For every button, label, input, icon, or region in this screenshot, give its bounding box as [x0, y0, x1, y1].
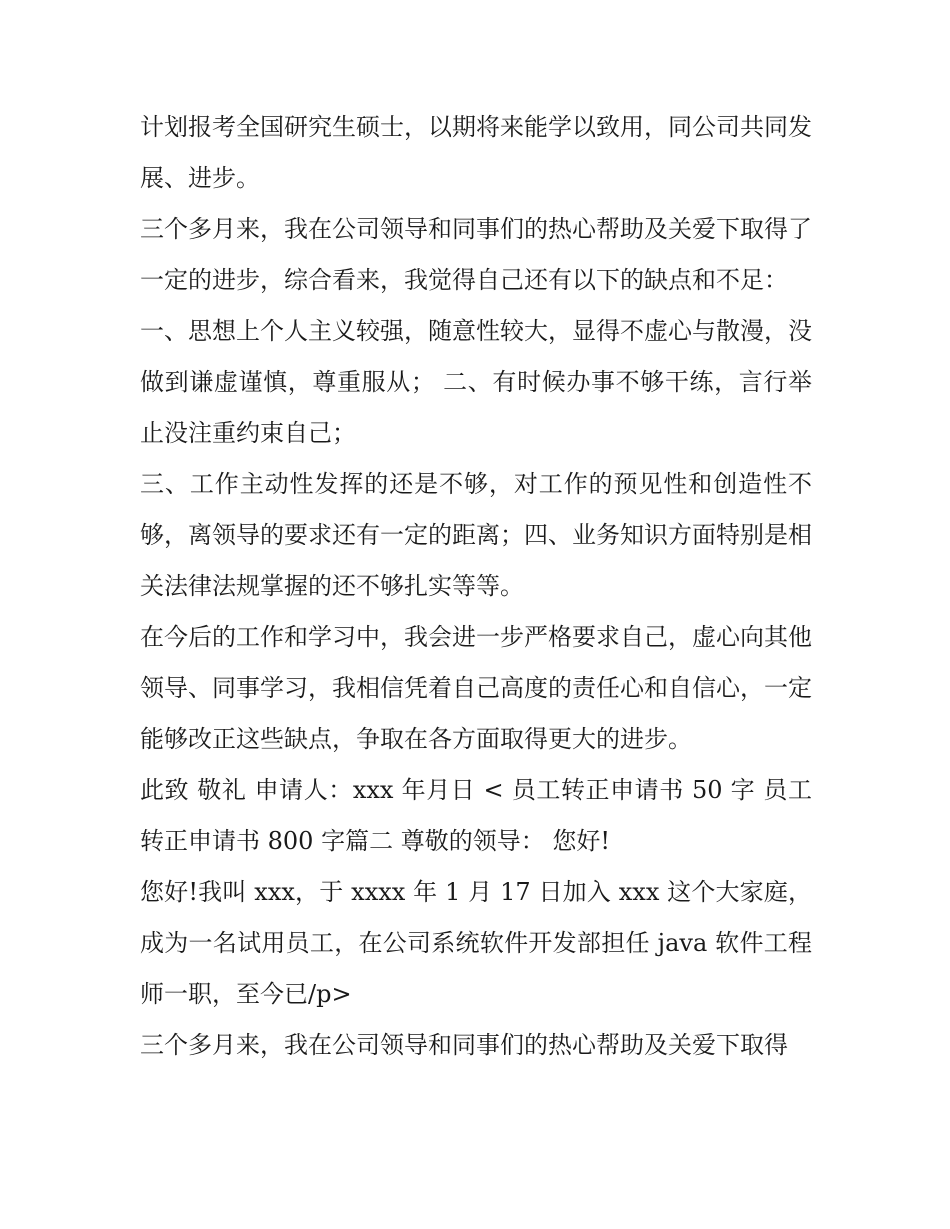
document-body — [140, 102, 812, 1071]
paragraph-5: 在今后的工作和学习中，我会进一步严格要求自己，虚心向其他领导、同事学习，我相信凭着自己高度的责任心和自信心，一定能够改正这些缺点，争取在各方面取得更大的进步。 — [140, 623, 812, 753]
paragraph-6: 此致 敬礼 申请人：xxx 年月日 < 员工转正申请书 50 字 员工转正申请书 800 字篇二 尊敬的领导： 您好! — [140, 776, 812, 855]
paragraph-7: 您好!我叫 xxx，于 xxxx 年 1 月 17 日加入 xxx 这个大家庭，成为一名试用员工，在公司系统软件开发部担任 java 软件工程师一职，至今已/p> — [140, 878, 812, 1008]
paragraph-4: 三、工作主动性发挥的还是不够，对工作的预见性和创造性不够，离领导的要求还有一定的距离；四、业务知识方面特别是相关法律法规掌握的还不够扎实等等。 — [140, 470, 812, 600]
paragraph-1: 计划报考全国研究生硕士，以期将来能学以致用，同公司共同发展、进步。 — [140, 113, 812, 192]
paragraph-3: 一、思想上个人主义较强，随意性较大，显得不虚心与散漫，没做到谦虚谨慎，尊重服从； 二、有时候办事不够干练，言行举止没注重约束自己； — [140, 317, 812, 447]
paragraph-8: 三个多月来，我在公司领导和同事们的热心帮助及关爱下取得 — [140, 1031, 788, 1059]
paragraph-2: 三个多月来，我在公司领导和同事们的热心帮助及关爱下取得了一定的进步，综合看来，我觉得自己还有以下的缺点和不足： — [140, 215, 812, 294]
